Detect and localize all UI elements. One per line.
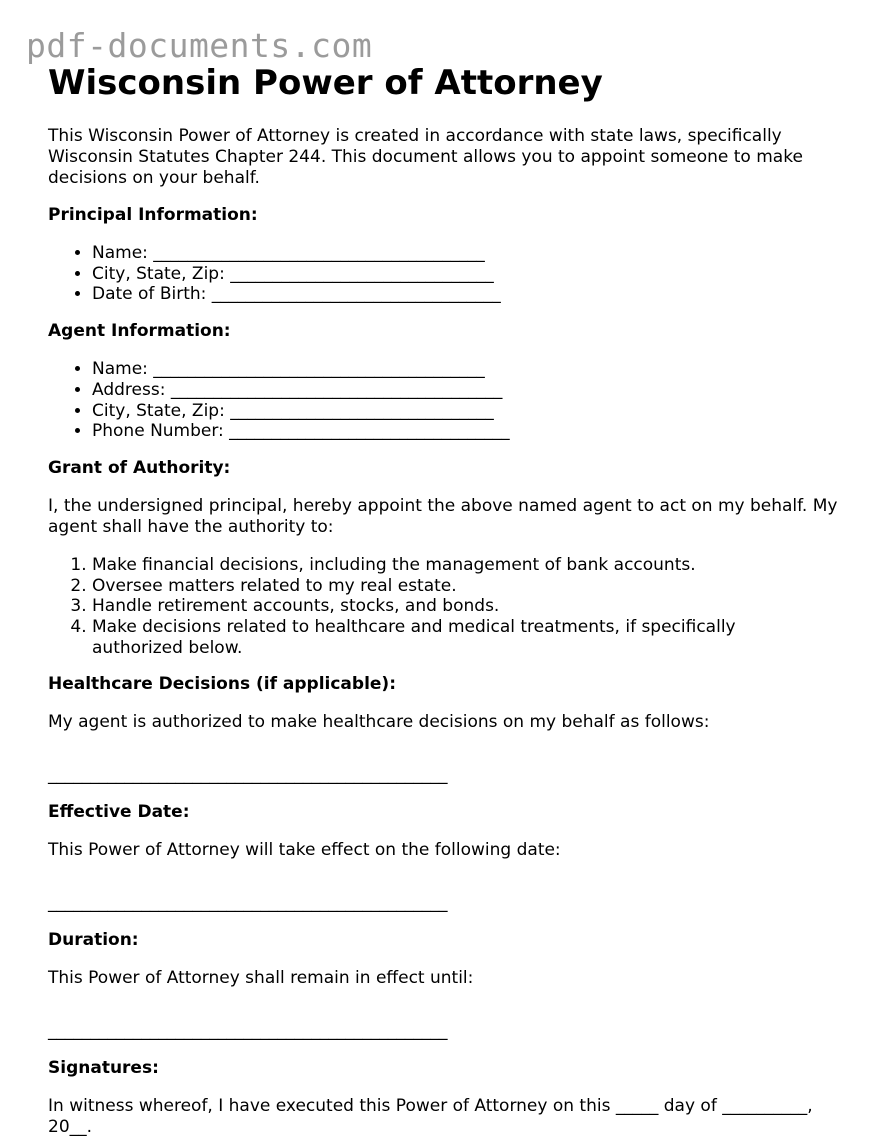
agent-name-field[interactable]: • Name: _______________________________________	[92, 359, 848, 380]
healthcare-heading: Healthcare Decisions (if applicable):	[48, 674, 396, 695]
principal-dob-field[interactable]: • Date of Birth: __________________________________	[92, 284, 848, 305]
agent-address-field[interactable]: • Address: _______________________________________	[92, 380, 848, 401]
authority-item: 4. Make decisions related to healthcare and medical treatments, if specifically authorized below.	[92, 617, 848, 658]
document-title: Wisconsin Power of Attorney	[48, 63, 603, 103]
agent-phone-field[interactable]: • Phone Number: _________________________________	[92, 421, 848, 442]
principal-city-field[interactable]: • City, State, Zip: _______________________________	[92, 264, 848, 285]
watermark-text: pdf-documents.com	[26, 26, 373, 65]
intro-paragraph: This Wisconsin Power of Attorney is created in accordance with state laws, specifically Wisconsin Statutes Chapter 244. This document allows you to appoint someone to make decisions on your behalf.	[48, 126, 803, 188]
principal-name-field[interactable]: • Name: _______________________________________	[92, 243, 848, 264]
effective-text: This Power of Attorney will take effect on the following date:	[48, 840, 561, 861]
healthcare-blank[interactable]: _______________________________________________	[48, 765, 448, 786]
effective-heading: Effective Date:	[48, 802, 190, 823]
duration-heading: Duration:	[48, 930, 139, 951]
authority-item: 2. Oversee matters related to my real estate.	[92, 576, 848, 597]
signatures-text: In witness whereof, I have executed this Power of Attorney on this _____ day of __________, 20__.	[48, 1096, 813, 1138]
agent-city-field[interactable]: • City, State, Zip: _______________________________	[92, 401, 848, 422]
effective-date-blank[interactable]: _______________________________________________	[48, 893, 448, 914]
authority-item: 1. Make financial decisions, including the management of bank accounts.	[92, 555, 848, 576]
principal-heading: Principal Information:	[48, 205, 258, 225]
authority-text: I, the undersigned principal, hereby appoint the above named agent to act on my behalf. My agent shall have the authority to:	[48, 495, 838, 537]
healthcare-text: My agent is authorized to make healthcare decisions on my behalf as follows:	[48, 712, 710, 733]
document-body	[48, 60, 848, 1138]
authority-list	[48, 555, 848, 659]
agent-fields	[48, 359, 848, 442]
signatures-heading: Signatures:	[48, 1058, 159, 1079]
principal-fields	[48, 243, 848, 305]
authority-item: 3. Handle retirement accounts, stocks, and bonds.	[92, 596, 848, 617]
authority-heading: Grant of Authority:	[48, 457, 231, 478]
agent-heading: Agent Information:	[48, 321, 231, 342]
duration-blank[interactable]: _______________________________________________	[48, 1021, 448, 1042]
duration-text: This Power of Attorney shall remain in effect until:	[48, 968, 474, 989]
